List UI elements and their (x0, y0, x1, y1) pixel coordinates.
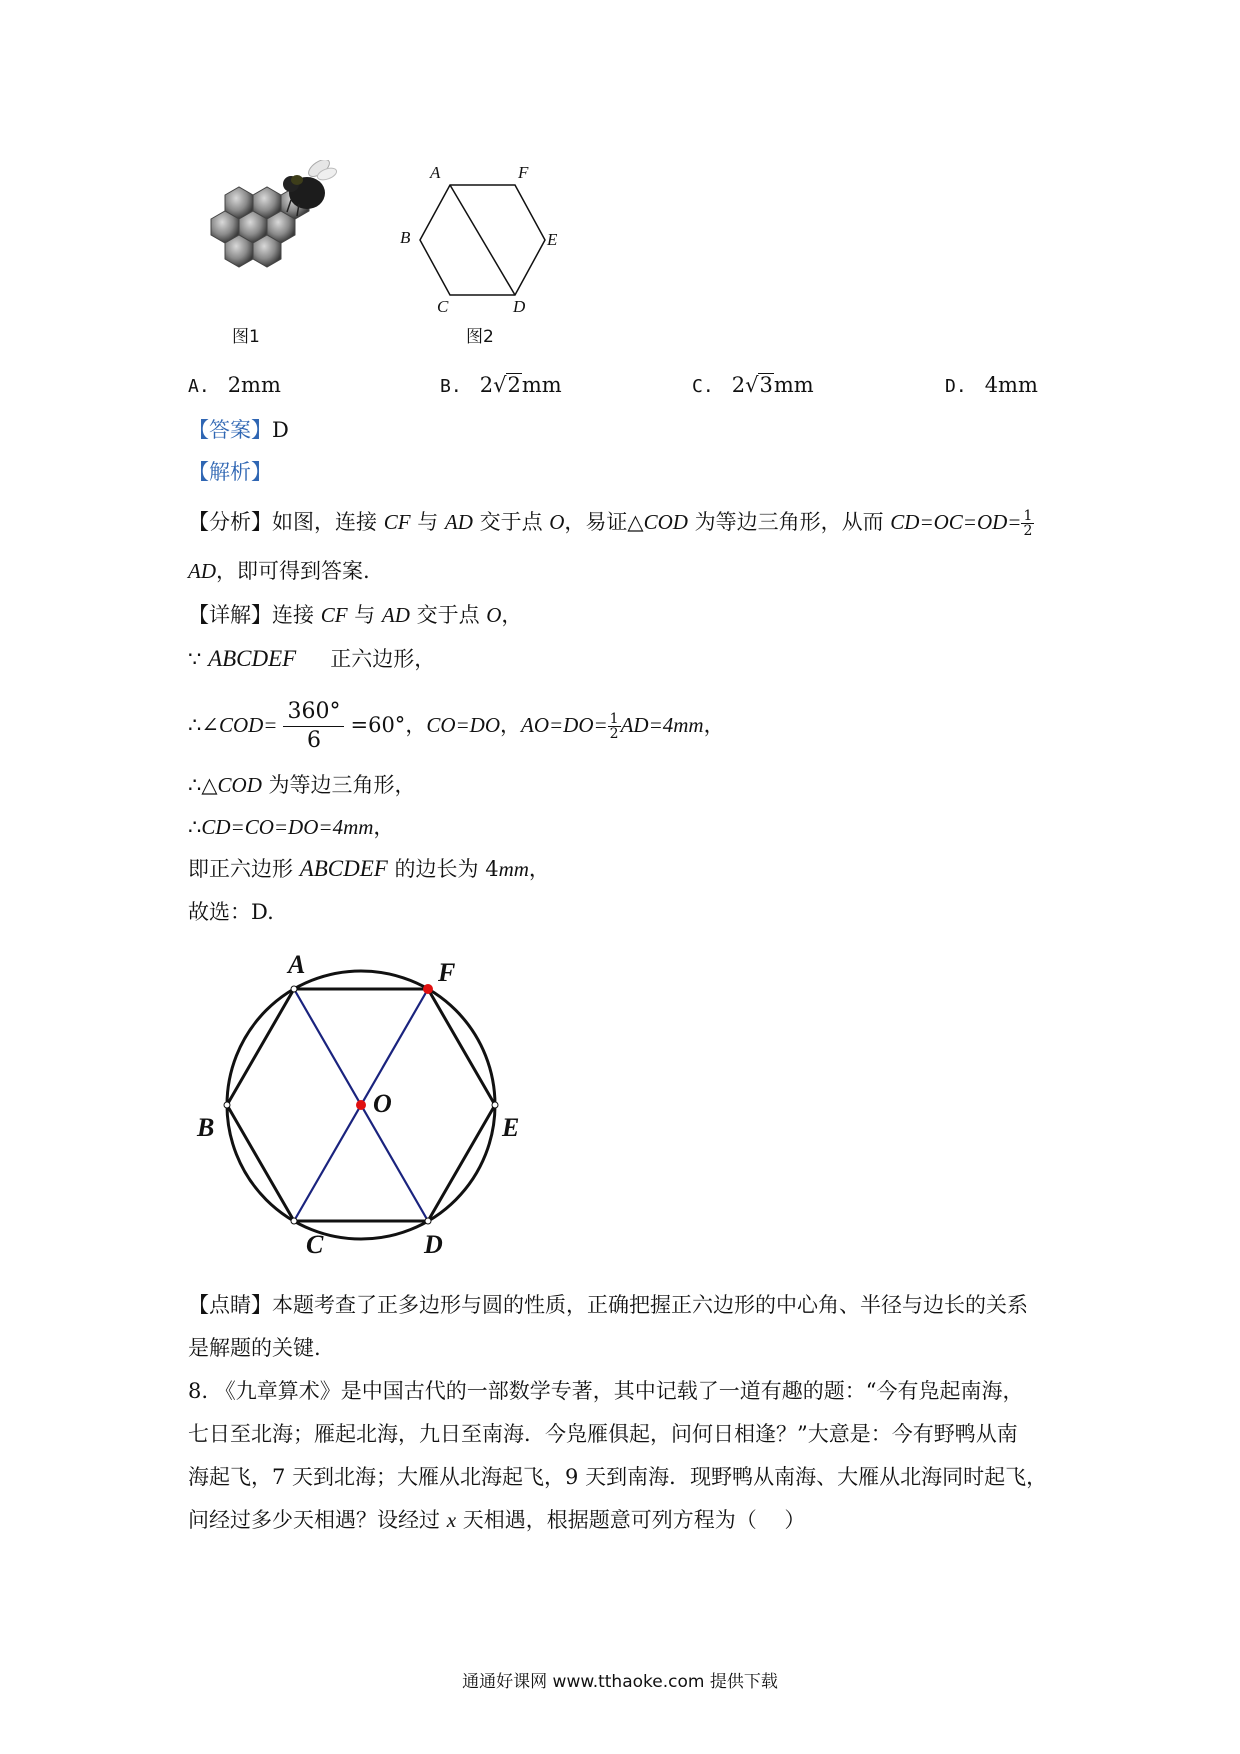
figure-2-caption: 图2 (466, 327, 494, 347)
text: 为等边三角形，从而 (687, 510, 891, 534)
detail-line-3 (188, 770, 416, 800)
option-a-label: A. (188, 376, 210, 397)
option-d (945, 373, 1038, 397)
therefore-symbol: ∴ (188, 773, 202, 797)
circle-label-e: E (502, 1113, 520, 1142)
figure-1-honeycomb (195, 160, 355, 310)
math-ad: AD (188, 559, 216, 583)
q8-line-3: 海起飞，7 天到北海；大雁从北海起飞，9 天到南海．现野鸭从南海、大雁从北海同时起飞， (188, 1465, 1048, 1489)
math-aodo: AO=DO= (521, 713, 608, 737)
text: ， (501, 603, 523, 627)
detail-line-4 (188, 812, 394, 842)
circle-label-d: D (424, 1230, 443, 1259)
detail-line-1 (188, 600, 522, 630)
figure-inscribed-hexagon (195, 955, 535, 1255)
circle-label-f: F (438, 958, 456, 987)
detail-line-6: 故选：D. (188, 900, 274, 924)
circle-label-b: B (197, 1113, 215, 1142)
text: 天相遇，根据题意可列方程为（ ） (456, 1508, 806, 1532)
fig2-label-b: B (400, 228, 411, 247)
frac-num: 1 (609, 711, 619, 727)
therefore-symbol: ∴ (188, 713, 202, 737)
fig2-label-d: D (513, 297, 526, 316)
math-ad: AD (444, 510, 473, 534)
frac-den: 6 (306, 728, 321, 753)
option-b-label: B. (440, 376, 462, 397)
fenxi-label: 【分析】 (188, 510, 272, 534)
math-codo: CO=DO (426, 713, 500, 737)
text: 交于点 (472, 510, 550, 534)
text: ，易证△ (564, 510, 644, 534)
frac-num: 360° (283, 698, 344, 727)
fig2-label-c: C (437, 297, 449, 316)
text: 与 (347, 603, 382, 627)
text: 交于点 (409, 603, 487, 627)
option-c-unit: mm (773, 373, 814, 397)
text: 正六边形， (330, 647, 436, 671)
text: =60° (350, 713, 406, 737)
fig2-label-e: E (547, 230, 558, 249)
fig2-label-f: F (518, 163, 529, 182)
math-x: x (446, 1508, 457, 1532)
text: ， (500, 713, 521, 737)
math-ad: AD (381, 603, 410, 627)
option-b-unit: mm (521, 373, 562, 397)
text: ， (373, 815, 395, 839)
text: 为等边三角形， (261, 773, 416, 797)
point-f-marker (423, 984, 433, 994)
option-b (440, 373, 562, 397)
math-o: O (549, 510, 565, 534)
detail-label: 【详解】 (188, 603, 272, 627)
analysis-label: 【解析】 (188, 460, 272, 484)
text: 如图，连接 (272, 510, 384, 534)
math-eq: CD=CO=DO=4mm (201, 815, 374, 839)
dianjing-label: 【点睛】 (188, 1293, 272, 1317)
option-b-coef: 2 (479, 373, 494, 397)
frac-den: 2 (609, 726, 619, 742)
math-cf: CF (383, 510, 411, 534)
q8-line-4 (188, 1505, 805, 1535)
dianjing-line-2: 是解题的关键. (188, 1336, 321, 1360)
math-angle: ∠COD= (201, 713, 278, 737)
frac-den: 2 (1023, 523, 1033, 539)
text: ， (405, 713, 427, 737)
option-a-value: 2mm (227, 373, 281, 397)
math-o: O (486, 603, 502, 627)
triangle-symbol: △ (201, 773, 218, 797)
answer-label: 【答案】 (188, 418, 272, 442)
math-eq: CD=OC=OD= (890, 510, 1022, 534)
text: 连接 (272, 603, 321, 627)
therefore-symbol: ∴ (188, 815, 202, 839)
text: 问经过多少天相遇？设经过 (188, 1508, 447, 1532)
option-d-label: D. (945, 376, 967, 397)
text: ， (528, 857, 550, 881)
math-ad4: AD=4mm (620, 713, 704, 737)
option-c-coef: 2 (731, 373, 746, 397)
sqrt-icon: √ (745, 373, 759, 397)
circle-label-a: A (288, 950, 306, 979)
page-footer: 通通好课网 www.tthaoke.com 提供下载 (462, 1672, 778, 1692)
circle-label-c: C (306, 1230, 324, 1259)
option-c (692, 373, 814, 397)
math-cod: COD (217, 773, 262, 797)
math-mm: mm (498, 857, 529, 881)
detail-line-angle (188, 698, 725, 755)
figure-1-caption: 图1 (232, 327, 260, 347)
sqrt-icon: √ (493, 373, 507, 397)
q8-line-2: 七日至北海；雁起北海，九日至南海．今凫雁俱起，问何日相逢？”大意是：今有野鸭从南 (188, 1422, 1018, 1446)
option-c-label: C. (692, 376, 714, 397)
fraction-360-6 (283, 698, 344, 755)
fenxi-line-1 (188, 507, 1034, 538)
option-d-value: 4mm (984, 373, 1038, 397)
math-hexagon: ABCDEF (299, 856, 388, 881)
text: 与 (410, 510, 445, 534)
math-cod: COD (643, 510, 688, 534)
option-b-radicand: 2 (507, 373, 521, 397)
q8-line-1: 8. 《九章算术》是中国古代的一部数学专著，其中记载了一道有趣的题：“今有凫起南海， (188, 1379, 1024, 1403)
option-a (188, 373, 281, 397)
fraction-half (1021, 509, 1034, 538)
answer-line (188, 415, 289, 445)
fraction-half (608, 712, 621, 741)
point-o-marker (356, 1100, 366, 1110)
fenxi-line-2 (188, 556, 370, 586)
dianjing-line-1 (188, 1290, 1028, 1320)
because-symbol: ∵ (188, 647, 202, 671)
detail-line-2 (188, 644, 435, 674)
answer-value: D (272, 418, 289, 442)
math-hexagon: ABCDEF (208, 646, 297, 671)
text: 的边长为 4 (387, 857, 499, 881)
option-c-radicand: 3 (759, 373, 773, 397)
math-cf: CF (320, 603, 348, 627)
text: ， (703, 713, 725, 737)
text: 本题考查了正多边形与圆的性质，正确把握正六边形的中心角、半径与边长的关系 (272, 1293, 1028, 1317)
frac-num: 1 (1023, 508, 1033, 524)
text: 即正六边形 (188, 857, 300, 881)
fig2-label-a: A (430, 163, 441, 182)
circle-label-o: O (373, 1089, 392, 1118)
detail-line-5 (188, 854, 550, 884)
text: ，即可得到答案. (216, 559, 370, 583)
